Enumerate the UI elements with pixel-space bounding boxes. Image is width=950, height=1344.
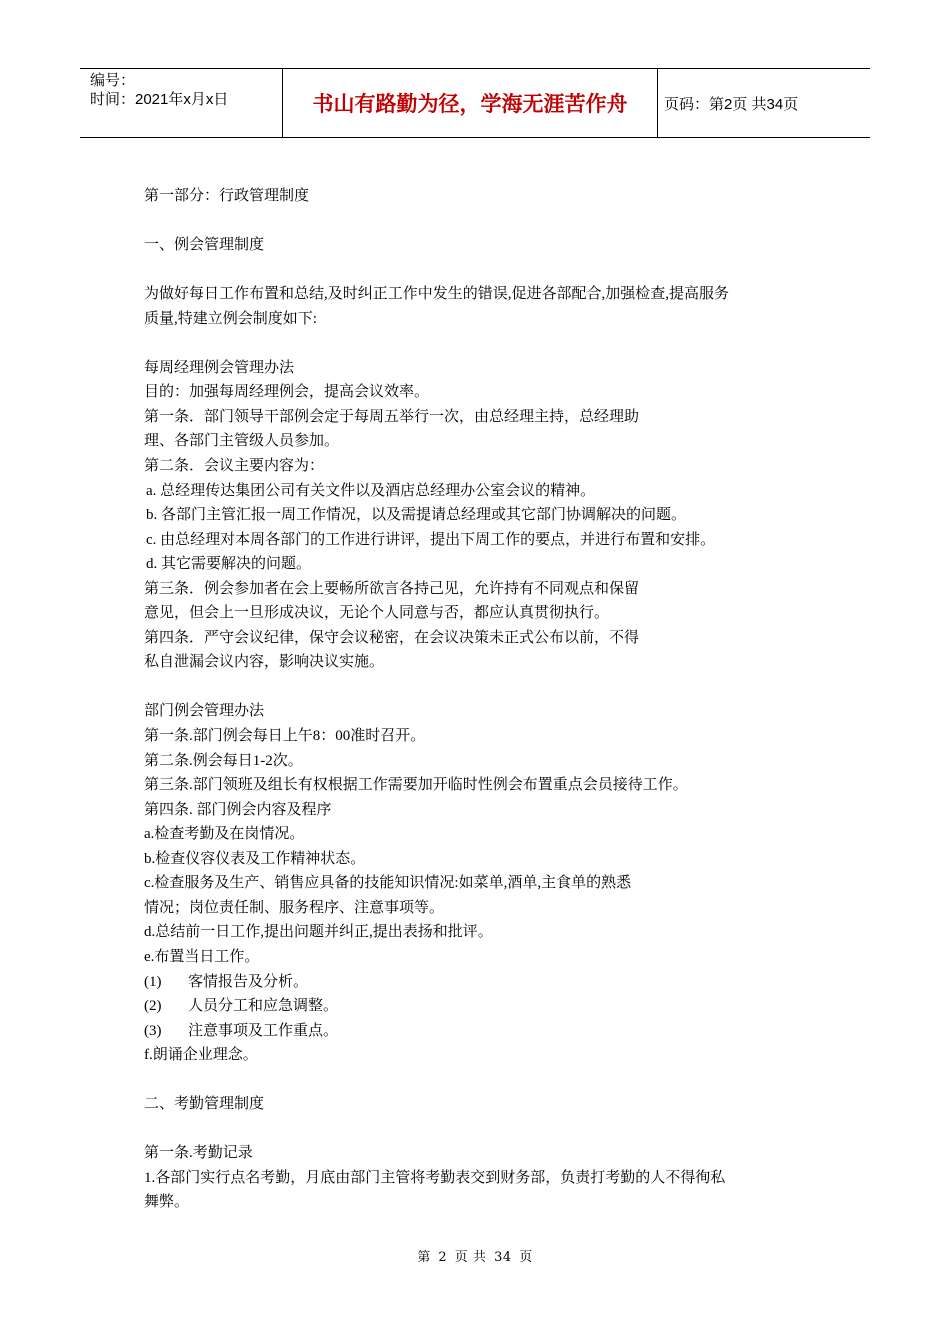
- footer-middle: 页 共: [454, 1250, 487, 1265]
- spacer: [144, 1068, 824, 1093]
- paragraph-line: 目的：加强每周经理例会，提高会议效率。: [144, 384, 430, 401]
- list-item: e.布置当日工作。: [144, 948, 260, 965]
- list-item: a. 总经理传达集团公司有关文件以及酒店总经理办公室会议的精神。: [146, 482, 596, 499]
- paragraph-line: 第四条．严守会议纪律，保守会议秘密，在会议决策未正式公布以前，不得: [144, 629, 640, 646]
- paragraph-line: 意见，但会上一旦形成决议，无论个人同意与否，都应认真贯彻执行。: [144, 605, 610, 622]
- paragraph-line: 质量,特建立例会制度如下:: [144, 310, 317, 327]
- spacer: [144, 209, 824, 234]
- item-text: 客情报告及分析。: [188, 973, 309, 990]
- footer-page-number: 2: [438, 1250, 448, 1265]
- code-label: 编号：: [90, 72, 136, 89]
- numbered-item: [144, 1019, 824, 1044]
- footer-prefix: 第: [417, 1250, 431, 1265]
- paragraph-line: 第一条.考勤记录: [144, 1145, 253, 1162]
- paragraph-line: 理、各部门主管级人员参加。: [144, 433, 340, 450]
- list-item: a.检查考勤及在岗情况。: [144, 826, 305, 843]
- item-text: 人员分工和应急调整。: [188, 998, 339, 1015]
- numbered-item: [144, 970, 824, 995]
- item-number: (3): [144, 1022, 162, 1039]
- document-body: [144, 184, 824, 1215]
- section-title: 一、例会管理制度: [144, 237, 265, 254]
- paragraph-line: 舞弊。: [144, 1194, 190, 1211]
- item-number: (1): [144, 973, 162, 990]
- list-item: f.朗诵企业理念。: [144, 1047, 258, 1064]
- list-item: c.检查服务及生产、销售应具备的技能知识情况:如菜单,酒单,主食单的熟悉: [144, 875, 632, 892]
- numbered-item: [144, 994, 824, 1019]
- paragraph-line: 情况；岗位责任制、服务程序、注意事项等。: [144, 899, 445, 916]
- item-text: 注意事项及工作重点。: [188, 1022, 339, 1039]
- list-item: b.检查仪容仪表及工作精神状态。: [144, 850, 366, 867]
- spacer: [144, 1117, 824, 1142]
- spacer: [144, 675, 824, 700]
- page-header: [80, 68, 870, 138]
- header-page-info-cell: [658, 69, 870, 137]
- list-item: d.总结前一日工作,提出问题并纠正,提出表扬和批评。: [144, 924, 493, 941]
- list-item: b. 各部门主管汇报一周工作情况，以及需提请总经理或其它部门协调解决的问题。: [146, 507, 687, 524]
- date-label: 时间：2021年x月x日: [90, 91, 229, 108]
- paragraph-line: 1.各部门实行点名考勤，月底由部门主管将考勤表交到财务部，负责打考勤的人不得徇私: [144, 1169, 726, 1186]
- paragraph-line: 第二条.例会每日1-2次。: [144, 752, 303, 769]
- paragraph-line: 第一条．部门领导干部例会定于每周五举行一次，由总经理主持，总经理助: [144, 408, 640, 425]
- paragraph-line: 第二条．会议主要内容为：: [144, 458, 325, 475]
- list-item: d. 其它需要解决的问题。: [146, 556, 312, 573]
- header-meta-cell: [80, 69, 283, 137]
- page-footer: [0, 1246, 950, 1265]
- spacer: [144, 258, 824, 283]
- subsection-title: 部门例会管理办法: [144, 703, 265, 720]
- section-title: 二、考勤管理制度: [144, 1096, 265, 1113]
- paragraph-line: 第一条.部门例会每日上午8：00准时召开。: [144, 728, 426, 745]
- paragraph-line: 第四条. 部门例会内容及程序: [144, 801, 332, 818]
- part-title: 第一部分：行政管理制度: [144, 188, 310, 204]
- item-number: (2): [144, 998, 162, 1015]
- footer-suffix: 页: [519, 1250, 533, 1265]
- footer-total-pages: 34: [494, 1250, 512, 1265]
- subsection-title: 每周经理例会管理办法: [144, 359, 295, 376]
- header-motto: 书山有路勤为径，学海无涯苦作舟: [283, 69, 658, 137]
- spacer: [144, 331, 824, 356]
- paragraph-line: 第三条.部门领班及组长有权根据工作需要加开临时性例会布置重点会员接待工作。: [144, 777, 688, 794]
- list-item: c. 由总经理对本周各部门的工作进行讲评，提出下周工作的要点，并进行布置和安排。: [146, 531, 716, 548]
- paragraph-line: 第三条．例会参加者在会上要畅所欲言各持己见，允许持有不同观点和保留: [144, 580, 640, 597]
- paragraph-line: 私自泄漏会议内容，影响决议实施。: [144, 654, 385, 671]
- page-info: 页码：第2页 共34页: [664, 95, 799, 113]
- paragraph-line: 为做好每日工作布置和总结,及时纠正工作中发生的错误,促进各部配合,加强检查,提高服务: [144, 286, 730, 303]
